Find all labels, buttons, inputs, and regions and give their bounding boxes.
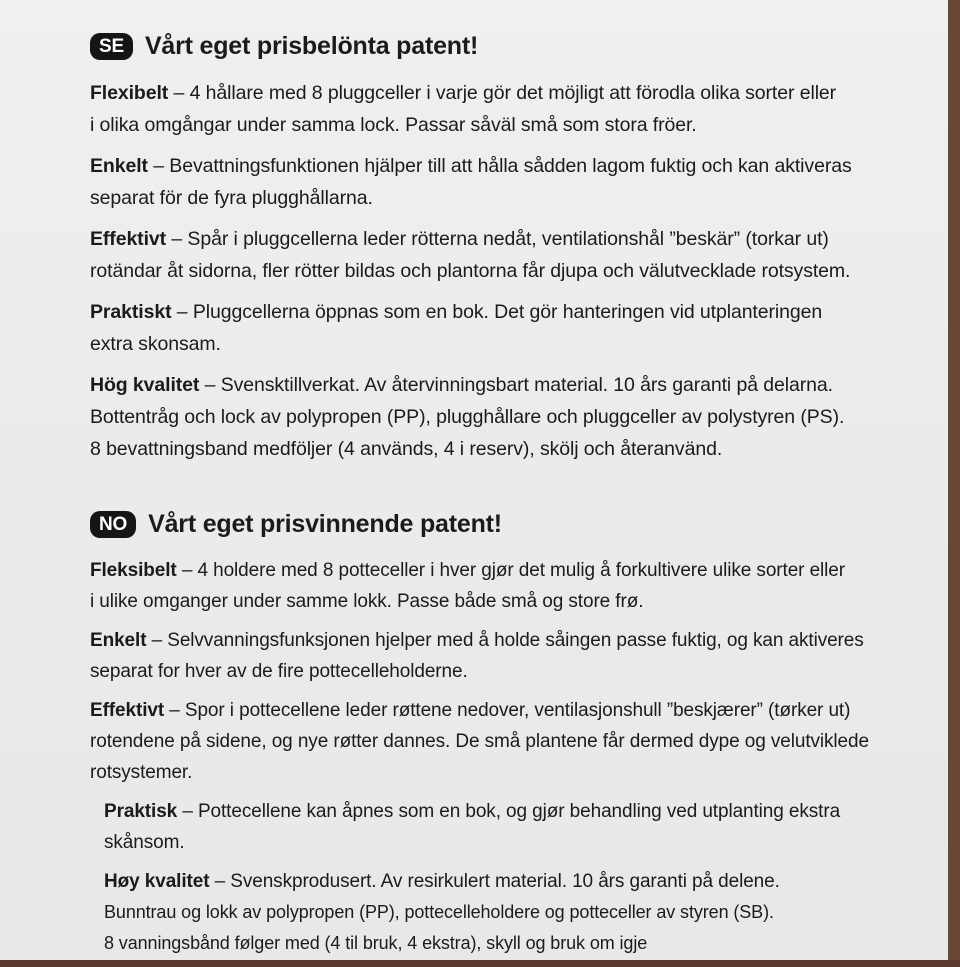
paragraph-text: 8 vanningsbånd følger med (4 til bruk, 4 ekstra), skyll og bruk om igje: [104, 933, 648, 953]
term-label: Hög kvalitet: [90, 374, 200, 396]
paragraph-text: – Spor i pottecellene leder røttene nedover, ventilasjonshull ”beskjærer” (tørker ut): [164, 700, 851, 721]
paragraph-text: Bottentråg och lock av polypropen (PP), plugghållare och pluggceller av polystyren (PS).: [90, 406, 845, 428]
term-label: Effektivt: [90, 228, 167, 250]
paragraph-text: – Pottecellene kan åpnes som en bok, og gjør behandling ved utplanting ekstra skånsom.: [104, 801, 841, 853]
term-label: Flexibelt: [90, 82, 169, 104]
paragraph-text: – Pluggcellerna öppnas som en bok. Det gör hanteringen vid utplanteringen: [171, 301, 823, 323]
swedish-section: [90, 32, 920, 474]
norwegian-title: Vårt eget prisvinnende patent!: [148, 510, 502, 538]
paragraph-text: separat for hver av de fire pottecelleholderne.: [90, 661, 468, 682]
term-label: Enkelt: [90, 630, 147, 651]
paragraph-text: i ulike omganger under samme lokk. Passe både små og store frø.: [90, 591, 644, 612]
term-label: Enkelt: [90, 155, 148, 177]
paragraph-text: – Bevattningsfunktionen hjälper till att hålla sådden lagom fuktig och kan aktiveras: [147, 155, 852, 177]
paragraph-text: – 4 hållare med 8 pluggceller i varje gör det möjligt att förodla olika sorter eller: [168, 82, 837, 104]
paragraph-flexibelt: [90, 77, 920, 141]
norwegian-heading: [90, 510, 920, 539]
background-edge: [948, 0, 960, 960]
paragraph-text: Bunntrau og lokk av polypropen (PP), pottecelleholdere og potteceller av styren (SB).: [104, 902, 774, 922]
paragraph-enkelt-no: [90, 625, 920, 687]
paragraph-text: i olika omgångar under samma lock. Passar såväl små som stora fröer.: [90, 114, 697, 136]
paragraph-text: – Svenskprodusert. Av resirkulert material. 10 års garanti på delene.: [209, 871, 780, 892]
term-label: Høy kvalitet: [104, 871, 210, 892]
norwegian-section: [90, 510, 920, 967]
paragraph-effektivt-no: [90, 695, 920, 788]
swedish-heading: [90, 32, 920, 61]
paragraph-text: – 4 holdere med 8 potteceller i hver gjør det mulig å forkultivere ulike sorter eller: [176, 560, 845, 581]
paragraph-fleksibelt: [90, 555, 920, 617]
paragraph-text: – Svensktillverkat. Av återvinningsbart material. 10 års garanti på delarna.: [199, 374, 833, 396]
paragraph-text: extra skonsam.: [90, 333, 221, 355]
paragraph-text: – Spår i pluggcellerna leder rötterna nedåt, ventilationshål ”beskär” (torkar ut): [166, 228, 829, 250]
term-label: Praktisk: [104, 801, 178, 822]
paragraph-text: rotendene på sidene, og nye røtter dannes. De små plantene får dermed dype og velutviklede: [90, 731, 869, 752]
language-badge-se: SE: [90, 33, 133, 60]
term-label: Fleksibelt: [90, 560, 177, 581]
paragraph-text: – Selvvanningsfunksjonen hjelper med å holde såingen passe fuktig, og kan aktiveres: [146, 630, 864, 651]
paragraph-text: rotändar åt sidorna, fler rötter bildas och plantorna får djupa och välutvecklade rotsystem.: [90, 260, 851, 282]
paragraph-praktisk: [104, 796, 920, 858]
paragraph-hoy-kvalitet: [104, 866, 920, 959]
paragraph-text: separat för de fyra plugghållarna.: [90, 187, 373, 209]
paragraph-enkelt: [90, 150, 920, 214]
paragraph-praktiskt: [90, 296, 920, 360]
term-label: Praktiskt: [90, 301, 172, 323]
paragraph-text: 8 bevattningsband medföljer (4 används, 4 i reserv), skölj och återanvänd.: [90, 438, 723, 460]
term-label: Effektivt: [90, 700, 165, 721]
language-badge-no: NO: [90, 511, 136, 538]
swedish-title: Vårt eget prisbelönta patent!: [144, 32, 479, 60]
paragraph-text: rotsystemer.: [90, 762, 193, 783]
paragraph-effektivt: [90, 223, 920, 287]
paragraph-hog-kvalitet: [90, 369, 920, 465]
